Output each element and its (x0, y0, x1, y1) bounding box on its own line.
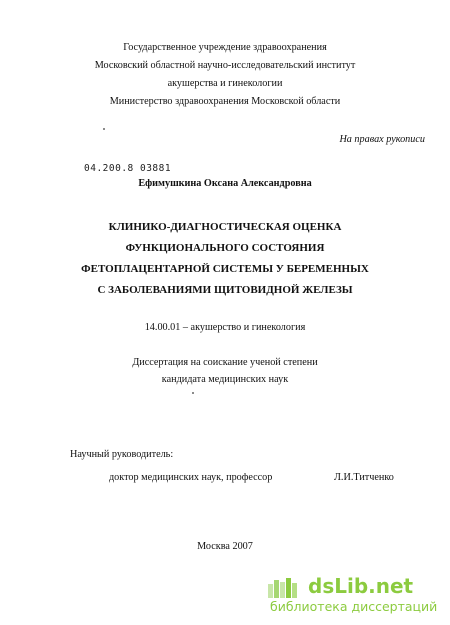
title-line-3: ФЕТОПЛАЦЕНТАРНОЙ СИСТЕМЫ У БЕРЕМЕННЫХ (81, 263, 369, 275)
specialty-code: 14.00.01 – акушерство и гинекология (144, 322, 306, 333)
ministry-line: Министерство здравоохранения Московской области (109, 96, 341, 107)
scan-speck (192, 392, 194, 394)
watermark-brand: dsLib.net (308, 574, 414, 598)
books-icon (268, 576, 302, 598)
library-stamp: 04.200.8 03881 (84, 163, 172, 174)
institute-line: Московский областной научно-исследовательский институт (94, 60, 356, 71)
supervisor-title: доктор медицинских наук, профессор (109, 472, 273, 483)
dslib-watermark (262, 574, 442, 620)
institution-line: Государственное учреждение здравоохранения (123, 42, 327, 53)
scan-speck (103, 128, 105, 130)
institute-field-line: акушерства и гинекологии (167, 78, 283, 89)
author-name: Ефимушкина Оксана Александровна (138, 178, 312, 189)
degree-line-2: кандидата медицинских наук (161, 374, 289, 385)
title-line-1: КЛИНИКО-ДИАГНОСТИЧЕСКАЯ ОЦЕНКА (108, 221, 342, 233)
supervisor-name: Л.И.Титченко (334, 472, 394, 483)
degree-line-1: Диссертация на соискание ученой степени (132, 357, 318, 368)
manuscript-note: На правах рукописи (339, 134, 425, 145)
supervisor-label: Научный руководитель: (70, 449, 174, 460)
place-and-year: Москва 2007 (197, 541, 253, 552)
title-line-2: ФУНКЦИОНАЛЬНОГО СОСТОЯНИЯ (125, 242, 325, 254)
title-line-4: С ЗАБОЛЕВАНИЯМИ ЩИТОВИДНОЙ ЖЕЛЕЗЫ (97, 284, 353, 296)
watermark-subtitle: библиотека диссертаций (270, 599, 438, 614)
